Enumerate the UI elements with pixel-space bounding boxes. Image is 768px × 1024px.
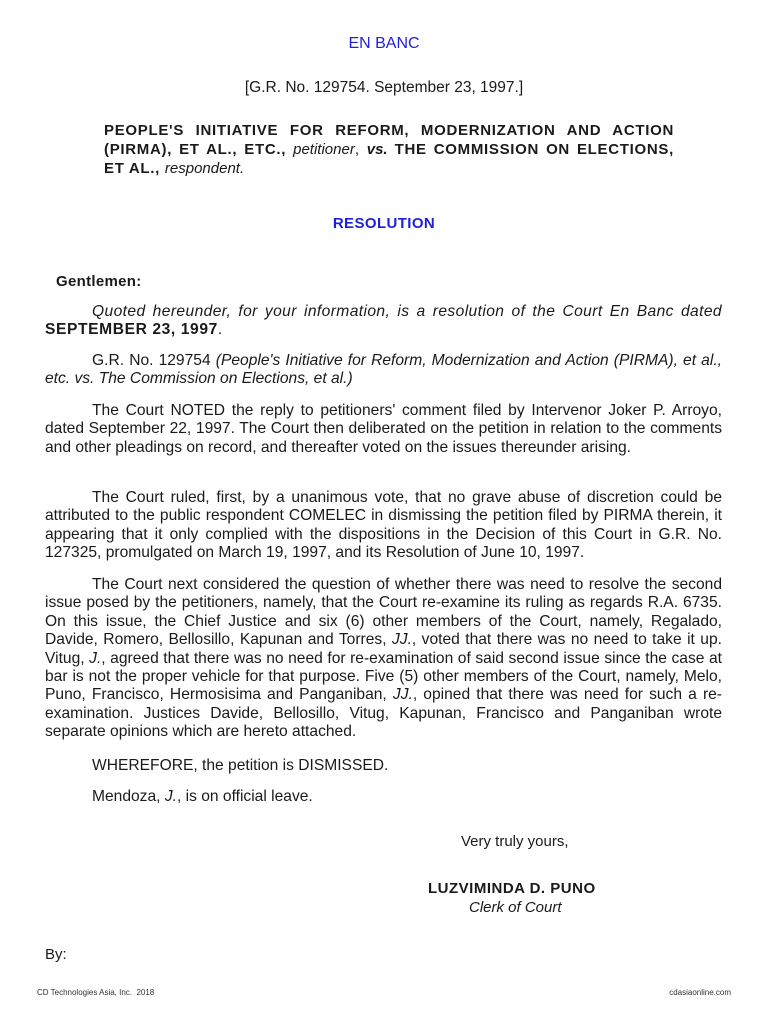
paragraph-ruled: The Court ruled, first, by a unanimous vote, that no grave abuse of discretion could be attributed to the public respondent COMELEC in dismissing the petition filed by PIRMA therein, it appearing that it only complied with the dispositions in the Decision of this Court in G.R. No. 127325, promulgated on March 19, 1997, and its Resolution of June 10, 1997. (45, 489, 722, 562)
paragraph-next-considered: The Court next considered the question of whether there was need to resolve the second issue posed by the petitioners, namely, that the Court re-examine its ruling as regards R.A. 6735. On this issue, the Chief Justice and six (6) other members of the Court, namely, Regalado, Davide, Romero, Bellosillo, Kapunan and Torres, JJ., voted that there was no need to take it up. Vitug, J., agreed that there was no need for re-examination of said second issue since the case at bar is not the proper vehicle for that purpose. Five (5) other members of the Court, namely, Melo, Puno, Francisco, Hermosisima and Panganiban, JJ., opined that there was need for such a re-examination. Justices Davide, Bellosillo, Vitug, Kapunan, Francisco and Panganiban wrote separate opinions which are hereto attached. (45, 576, 722, 741)
paragraph-noted: The Court NOTED the reply to petitioners' comment filed by Intervenor Joker P. Arroyo, dated September 22, 1997. The Court then deliberated on the petition in relation to the comments and other pleadings on record, and thereafter voted on the issues thereunder arising. (45, 402, 722, 456)
case-line-paragraph (45, 352, 722, 389)
respondent-role: respondent. (164, 160, 245, 177)
division-heading: EN BANC (348, 35, 420, 52)
case-title: (People's Initiative for Reform, Modernization and Action (PIRMA), et al., etc. vs. The Commission on Elections, et al.) (45, 352, 722, 388)
intro-text: Quoted hereunder, for your information, is a resolution of the Court En Banc dated (92, 303, 722, 320)
closing-phrase: Very truly yours, (461, 833, 569, 850)
case-reference: [G.R. No. 129754. September 23, 1997.] (244, 79, 524, 96)
intro-paragraph: Quoted hereunder, for your information, is a resolution of the Court En Banc dated SEPTEMBER 23, 1997. (45, 303, 722, 339)
salutation: Gentlemen: (56, 273, 142, 290)
footer-copyright: CD Technologies Asia, Inc. 2018 (37, 988, 155, 997)
versus: vs. (366, 141, 388, 158)
wherefore-clause: WHEREFORE, the petition is DISMISSED. (92, 757, 389, 774)
signatory-title: Clerk of Court (469, 899, 562, 916)
petitioner-name: PEOPLE'S INITIATIVE FOR REFORM, MODERNIZATION AND ACTION (PIRMA), ET AL., ETC., (104, 122, 674, 158)
leave-note: Mendoza, J., is on official leave. (92, 788, 313, 805)
case-number: G.R. No. 129754 (92, 352, 211, 369)
respondent-name: THE COMMISSION ON ELECTIONS, ET AL., (104, 141, 674, 177)
footer-site: cdasiaonline.com (669, 988, 731, 997)
resolution-date: SEPTEMBER 23, 1997 (45, 321, 218, 339)
petitioner-role: petitioner (293, 141, 355, 158)
doc-title: RESOLUTION (332, 215, 436, 232)
by-label: By: (45, 946, 67, 963)
signatory-name: LUZVIMINDA D. PUNO (428, 880, 596, 897)
case-caption: PEOPLE'S INITIATIVE FOR REFORM, MODERNIZATION AND ACTION (PIRMA), ET AL., ETC., petitioner, vs. THE COMMISSION ON ELECTIONS, ET AL., respondent. (104, 122, 674, 177)
